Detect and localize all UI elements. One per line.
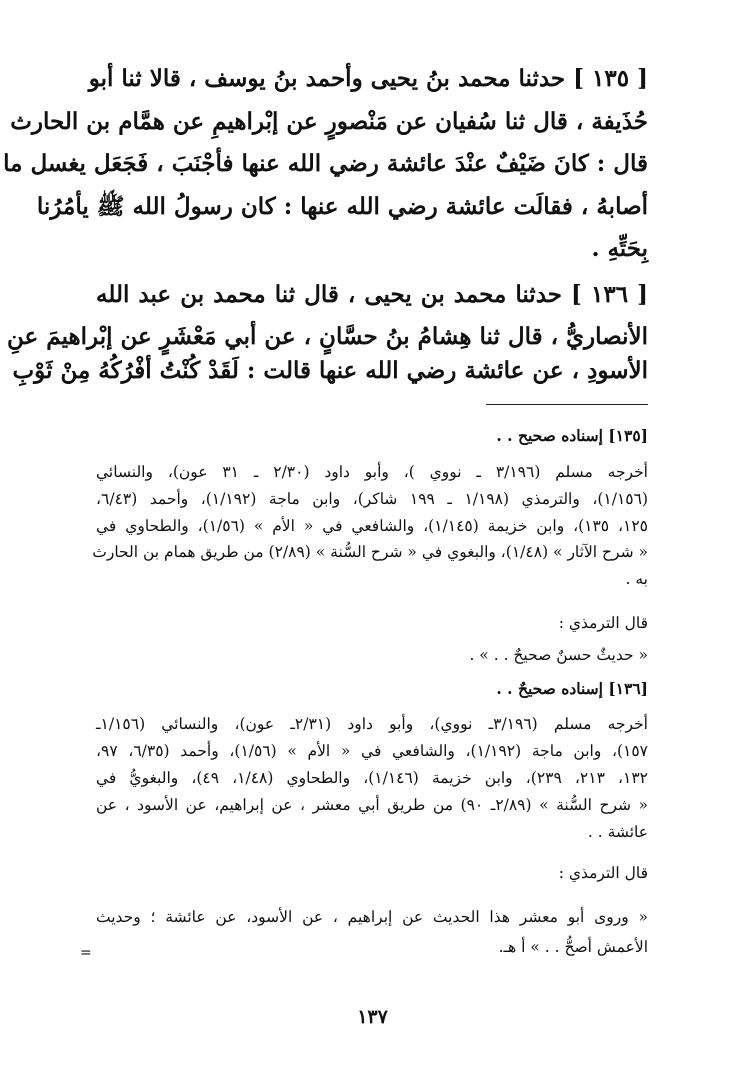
footnote-136-grading: [١٣٦] إسناده صحيحٌ . . [496,679,648,698]
footnote-135-tirmidhi-quote: « حديثٌ حسنٌ صحيحٌ . . » . [469,646,648,664]
hadith-136-line-2: الأنصاريُّ ، قال ثنا هِشامُ بنُ حسَّانٍ ، عن أبي مَعْشَرٍ عن إبْراهيمَ عنِ [7,323,648,350]
hadith-136-line-1: [ ١٣٦ ] حدثنا محمد بن يحيى ، قال ثنا محمد بن عبد الله [96,281,648,308]
footnote-135-tirmidhi-label: قال الترمذي : [558,614,648,632]
footnote-136-line-4: « شرح السُّنة » (٢/٨٩ـ ٩٠) من طريق أبي معشر ، عن إبراهيم، عن الأسود ، عن [96,796,649,814]
footnote-136-line-1: أخرجه مسلم (٣/١٩٦ـ نووي)، وأبو داود (٢/٣١ـ عون)، والنسائي (١/١٥٦ـ [96,715,648,733]
footnote-136-line-3: ١٣٢، ٢١٣، ٢٣٩)، وابن خزيمة (١/١٤٦)، والطحاوي (١/٤٨، ٤٩)، والبغويُّ في [96,769,648,787]
footnote-135-line-3: ١٢٥، ١٣٥)، وابن خزيمة (١/١٤٥)، والشافعي في « الأم » (١/٥٦)، والطحاوي في [96,517,648,535]
hadith-135-line-3: قال : كانَ ضَيْفٌ عنْدَ عائشة رضي الله عنها فأجْنَبَ ، فَجَعَل يغسل ما [3,150,648,177]
continuation-mark: = [80,945,92,961]
footnote-135-grading: [١٣٥] إسناده صحيح . . [496,426,648,445]
footnote-136-tirmidhi-quote-line-1: « وروى أبو معشر هذا الحديث عن إبراهيم ، عن الأسود، عن عائشة ؛ وحديث [96,908,648,926]
page-number: ١٣٧ [357,1006,388,1028]
footnote-135-line-4: « شرح الآثار » (١/٤٨)، والبغوي في « شرح السُّنة » (٢/٨٩) من طريق همام بن الحارث [92,543,648,561]
footnote-135-line-2: (١/١٥٦)، والترمذي (١/١٩٨ ـ ١٩٩ شاكر)، وابن ماجة (١/١٩٢)، وأحمد (٦/٤٣، [96,490,648,508]
footnote-136-tirmidhi-quote-line-2: الأعمش أصحُّ . . » أ هـ. [498,938,648,956]
footnote-136-line-5: عائشة . . [587,823,648,841]
footnote-separator [486,404,648,405]
hadith-136-line-3: الأسودِ ، عن عائشة رضي الله عنها قالت : لَقَدْ كُنْتُ أفْرُكُهُ مِنْ ثَوْبِ [12,357,648,384]
hadith-135-line-2: حُذَيفة ، قال ثنا سُفيان عن مَنْصورٍ عن إبْراهيمِ عن همَّام بن الحارث [10,108,648,135]
footnote-136-line-2: ١٥٧)، وابن ماجة (١/١٩٢)، والشافعي في « الأم » (١/٥٦)، وأحمد (٦/٣٥، ٩٧، [96,742,648,760]
footnote-135-line-5: به . [625,570,648,588]
footnote-136-tirmidhi-label: قال الترمذي : [558,864,648,882]
hadith-135-line-5: بِحَتِّهِ . [591,235,648,262]
hadith-135-line-1: [ ١٣٥ ] حدثنا محمد بنُ يحيى وأحمد بنُ يوسف ، قالا ثنا أبو [88,65,648,92]
hadith-135-line-4: أصابهُ ، فقالَت عائشة رضي الله عنها : كان رسولُ الله ﷺ يأمُرُنا [36,193,648,220]
footnote-135-line-1: أخرجه مسلم (٣/١٩٦ ـ نووي )، وأبو داود (٢/٣٠ ـ ٣١ عون)، والنسائي [96,463,648,481]
